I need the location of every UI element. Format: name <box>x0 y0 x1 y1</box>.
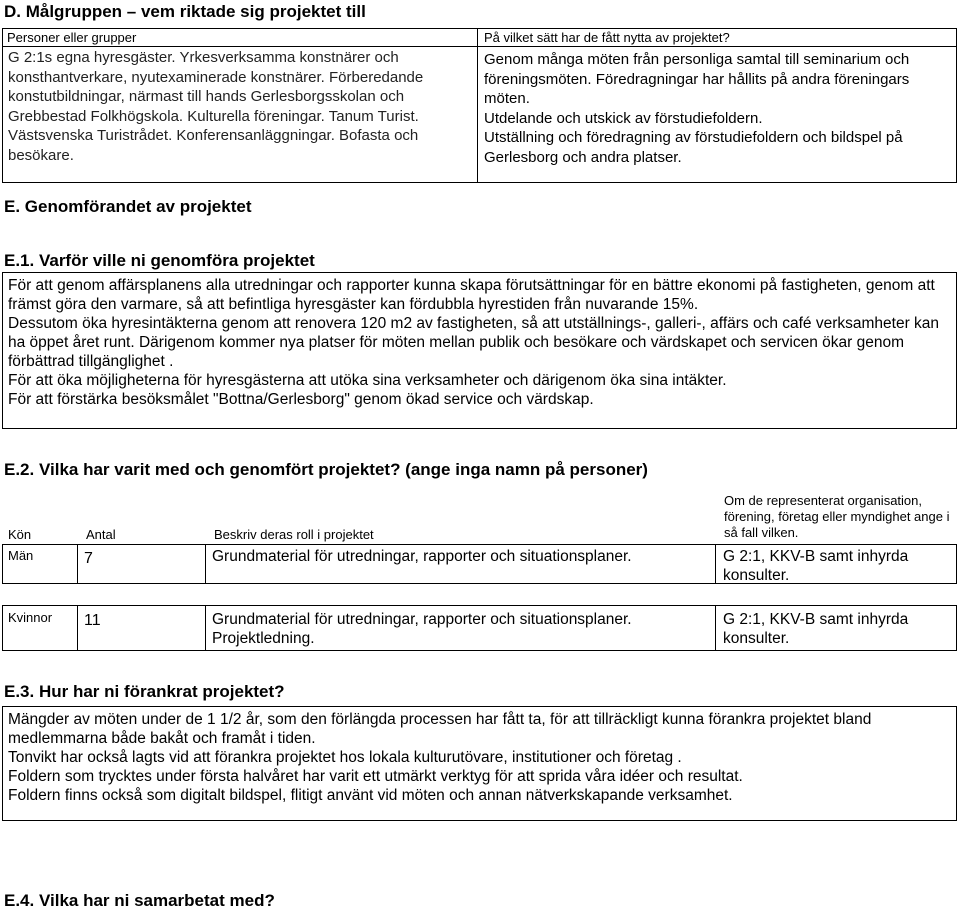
e3-paragraph: Mängder av möten under de 1 1/2 år, som den förlängda processen har fått ta, för att tillräckligt kunna förankra projektet bland medlemmarna både bakåt och framåt i tiden. <box>8 711 872 747</box>
e1-paragraph: För att öka möjligheterna för hyresgästerna att utöka sina verksamheter och därigenom öka sina intäkter. <box>8 372 727 389</box>
persons-groups-text: G 2:1s egna hyresgäster. Yrkesverksamma konstnärer och konsthantverkare, nyutexaminerade konstnärer. Förberedande konstutbildningar, närmast till hands Gerlesborgsskolan och Grebbestad Folkhögskola. Kulturella föreningar. Tanum Turist. Västsvenska Turistrådet. Konferensanläggningar. Bofasta och besökare. <box>8 49 424 164</box>
benefit-line: Utställning och föredragning av förstudiefoldern och bildspel på Gerlesborg och andra platser. <box>484 129 903 166</box>
persons-groups-header: Personer eller grupper <box>7 30 137 45</box>
e3-paragraph: Tonvikt har också lagts vid att förankra projektet hos lokala kulturutövare, institutioner och företag . <box>8 749 682 766</box>
row-women-kon <box>2 605 78 651</box>
col-kon-header: Kön <box>8 527 32 542</box>
col-roll-header: Beskriv deras roll i projektet <box>214 527 374 542</box>
e1-paragraph: Dessutom öka hyresintäkterna genom att renovera 120 m2 av fastigheten, så att utställnings-, galleri-, affärs och café verksamheter kan ha öppet året runt. Därigenom kommer nya platser för möten mellan publik och besökare och värdskapet och servicen ökar genom förbättrad tillgänglighet . <box>8 315 940 370</box>
e3-answer-text <box>8 710 952 805</box>
row-men-kon <box>2 544 78 584</box>
benefit-line: Genom många möten från personliga samtal till seminarium och föreningsmöten. Föredragningar har hållits på andra föreningars möten. <box>484 51 910 107</box>
e3-heading: E.3. Hur har ni förankrat projektet? <box>4 682 285 701</box>
e3-answer-box <box>2 706 957 821</box>
e1-heading: E.1. Varför ville ni genomföra projektet <box>4 251 315 270</box>
benefit-text <box>484 50 954 167</box>
e1-paragraph: För att genom affärsplanens alla utredningar och rapporter kunna skapa förutsättningar för en bättre ekonomi på fastigheten, genom att främst göra den varmare, så att befintliga hyresgäster kan fördubbla hyrestiden från nuvarande 15%. <box>8 277 935 313</box>
target-group-left-column <box>3 29 478 182</box>
e1-answer-text <box>8 276 952 409</box>
row-women-org <box>716 605 957 651</box>
section-e-heading: E. Genomförandet av projektet <box>4 197 252 216</box>
col-antal-header: Antal <box>86 527 116 542</box>
benefit-line: Utdelande och utskick av förstudiefoldern. <box>484 109 763 127</box>
e1-answer-box <box>2 272 957 429</box>
col-org-header: Om de representerat organisation, förening, företag eller myndighet ange i så fall vilken. <box>724 493 950 540</box>
row-men-org <box>716 544 957 584</box>
target-group-right-column <box>478 29 956 182</box>
e3-paragraph: Foldern finns också som digitalt bildspel, flitigt använt vid möten och annan nätverkskapande verksamhet. <box>8 787 733 804</box>
e2-heading: E.2. Vilka har varit med och genomfört projektet? (ange inga namn på personer) <box>4 460 648 479</box>
e3-paragraph: Foldern som trycktes under första halvåret har varit ett utmärkt verktyg för att sprida våra idéer och resultat. <box>8 768 743 785</box>
section-d-heading: D. Målgruppen – vem riktade sig projektet till <box>4 2 366 21</box>
roll-value: Grundmaterial för utredningar, rapporter och situationsplaner. <box>212 548 632 565</box>
benefit-header: På vilket sätt har de fått nytta av projektet? <box>484 30 730 45</box>
roll-value: Grundmaterial för utredningar, rapporter och situationsplaner. Projektledning. <box>212 611 632 647</box>
row-men-antal <box>78 544 206 584</box>
row-women-antal <box>78 605 206 651</box>
antal-value: 7 <box>84 550 93 567</box>
org-value: G 2:1, KKV-B samt inhyrda konsulter. <box>723 611 909 647</box>
e1-paragraph: För att förstärka besöksmålet "Bottna/Gerlesborg" genom ökad service och värdskap. <box>8 391 594 408</box>
row-men-roll <box>206 544 716 584</box>
kon-value: Män <box>8 548 34 563</box>
e4-heading: E.4. Vilka har ni samarbetat med? <box>4 891 275 910</box>
antal-value: 11 <box>84 612 101 629</box>
row-women-roll <box>206 605 716 651</box>
target-group-table <box>2 28 957 183</box>
org-value: G 2:1, KKV-B samt inhyrda konsulter. <box>723 548 909 584</box>
kon-value: Kvinnor <box>8 610 53 625</box>
